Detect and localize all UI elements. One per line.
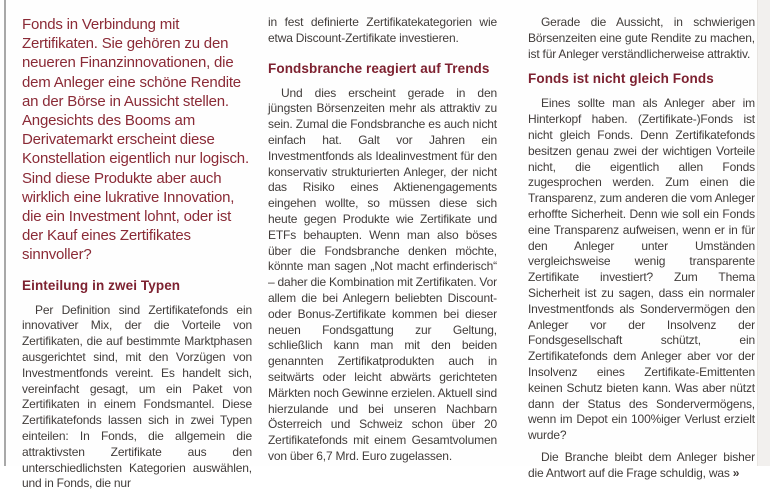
page-right-edge <box>757 0 770 466</box>
body-paragraph-continuation: in fest definierte Zertifikatekategorien wie etwa Discount-Zertifikate investieren. <box>268 15 497 45</box>
body-paragraph-continuation: Gerade die Aussicht, in schwierigen Börsenzeiten eine gute Rendite zu machen, ist für Anleger verständlicherweise attraktiv. <box>528 15 755 61</box>
section-heading-fonds-gleich-fonds: Fonds ist nicht gleich Fonds <box>528 71 714 87</box>
intro-paragraph: Fonds in Verbindung mit Zertifikaten. Sie gehören zu den neueren Finanzinnovationen, die dem Anleger eine schöne Rendite an der Börse in Aussicht stellen. Angesichts des Booms am Derivatemarkt erscheint diese Konstellation eigentlich nur logisch. Sind diese Produkte aber auch wirklich eine lukrative Innovation, die ein Investment lohnt, oder ist der Kauf eines Zertifikates sinnvoller? <box>22 16 249 264</box>
paragraph-text: Die Branche bleibt dem Anleger bisher die Antwort auf die Frage schuldig, was <box>528 449 755 480</box>
body-paragraph: Und dies erscheint gerade in den jüngsten Börsenzeiten mehr als attraktiv zu sein. Zumal die Fondsbranche es auch nicht einfach hat. Galt vor Jahren ein Investmentfonds als Idealinvestment für den konservativ strukturierten Anleger, der nicht das Risiko eines Aktienengagements eingehen wollte, so müssen diese sich heute gegen Produkte wie Zertifikate und ETFs behaupten. Wenn man also böses über die Fondsbranche denken möchte, könnte man sagen „Not macht erfinderisch“ – daher die Kombination mit Zertifikaten. Vor allem die bei Anlegern beliebten Discount- oder Bonus-Zertifikate kommen bei dieser neuen Fondsgattung zur Geltung, schließlich kann man mit den beiden genannten Zertifikatprodukten auch in seitwärts oder leicht abwärts gerichteten Märkten noch Gewinne erzielen. Aktuell sind hierzulande und bei unseren Nachbarn Österreich und Schweiz schon über 20 Zertifikatefonds mit einem Gesamtvolumen von über 6,7 Mrd. Euro zugelassen. <box>268 85 497 463</box>
body-paragraph: Per Definition sind Zertifikatefonds ein innovativer Mix, der die Vorteile von Zertifikaten, die auf bestimmte Marktphasen ausgerichtet sind, mit den Vorzügen von Investmentfonds vereint. Es handelt sich, vereinfacht gesagt, um ein Paket von Zertifikaten in einem Fondsmantel. Diese Zertifikatefonds lassen sich in zwei Typen einteilen: In Fonds, die allgemein die attraktivsten Zertifikate aus den unterschiedlichsten Kategorien auswählen, und in Fonds, die nur <box>22 302 252 491</box>
text-column-2 <box>268 15 497 466</box>
section-heading-einteilung: Einteilung in zwei Typen <box>22 277 181 293</box>
text-column-1 <box>22 15 252 491</box>
text-column-3 <box>528 15 755 480</box>
section-heading-fondsbranche: Fondsbranche reagiert auf Trends <box>268 60 490 76</box>
body-paragraph: Eines sollte man als Anleger aber im Hinterkopf haben. (Zertifikate-)Fonds ist nicht gleich Fonds. Denn Zertifikatefonds besitzen genau zwei der wichtigen Vorteile nicht, die eigentlich allen Fonds zugesprochen werden. Zum einen die Transparenz, zum anderen die vom Anleger erhoffte Sicherheit. Denn wie soll ein Fonds eine Transparenz aufweisen, wenn er in für den Anleger unter Umständen vergleichsweise wenig transparente Zertifikate investiert? Zum Thema Sicherheit ist zu sagen, dass ein normaler Investmentfonds als Sondervermögen den Anleger vor der Insolvenz der Fondsgesellschaft schützt, ein Zertifikatefonds dem Anleger aber vor der Insolvenz eines Zertifikate-Emittenten keinen Schutz bieten kann. Was aber nützt dann der Status des Sondervermögens, wenn im Depot ein 100%iger Verlust erzielt wurde? <box>528 96 755 443</box>
continued-next-page-icon: » <box>732 465 740 480</box>
